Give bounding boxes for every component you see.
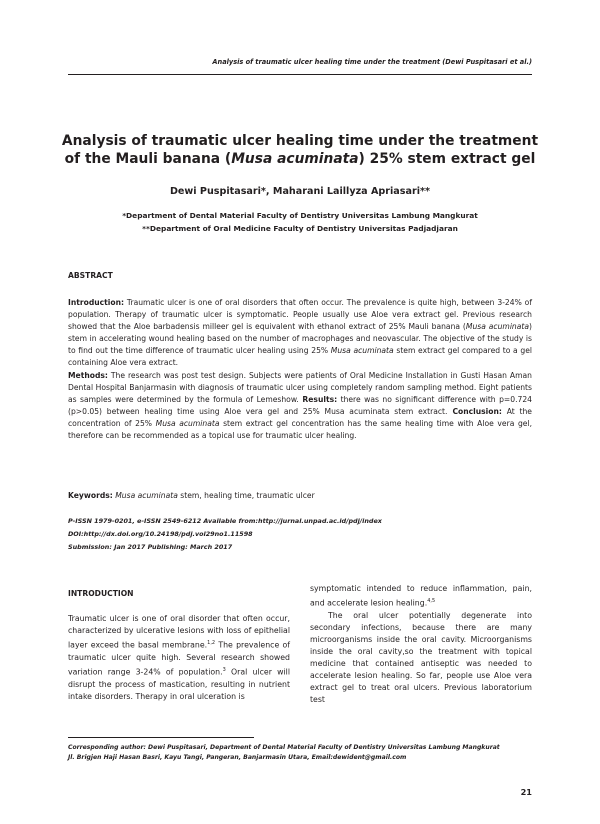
article-title — [60, 132, 540, 168]
abstract-intro-1: Traumatic ulcer is one of oral disorders that often occur. The prevalence is quite high, between 3-24% of population. Therapy of traumatic ulcer is symptomatic. People usually use Aloe vera extract gel. Previous research showed that the Aloe barbadensis milleer gel is equivalent with ethanol extract of 25% Mauli banana ( — [68, 298, 532, 332]
intro-left-column — [68, 613, 290, 703]
title-line-2-suffix: ) 25% stem extract gel — [358, 151, 536, 167]
citation-4-5: 4,5 — [427, 598, 436, 605]
keywords-label: Keywords: — [68, 491, 113, 500]
intro-left-2: The prevalence of traumatic ulcer quite high. Several research showed variation range 3-24% of population. — [68, 640, 290, 677]
citation-1-2: 1,2 — [207, 640, 216, 647]
corresponding-author-footnote — [68, 743, 532, 763]
abstract-heading: ABSTRACT — [68, 271, 113, 280]
footnote-line-2: Jl. Brigjen Haji Hasan Basri, Kayu Tangi, Pangeran, Banjarmasin Utara, Email:dewident@gmail.com — [68, 754, 407, 761]
abstract-body — [68, 297, 532, 442]
intro-left-3: Oral ulcer will disrupt the process of mastication, resulting in nutrient intake disorders. Therapy in oral ulceration is — [68, 667, 291, 701]
running-header: Analysis of traumatic ulcer healing time under the treatment (Dewi Puspitasari et al.) — [212, 58, 532, 66]
authors: Dewi Puspitasari*, Maharani Laillyza Apriasari** — [169, 186, 431, 197]
intro-right-1: symptomatic intended to reduce inflammation, pain, and accelerate lesion healing. — [310, 584, 532, 608]
title-line-2-prefix: of the Mauli banana ( — [64, 151, 232, 167]
intro-label: Introduction: — [68, 298, 125, 307]
abstract-species-1: Musa acuminata — [465, 322, 530, 332]
page-number: 21 — [520, 787, 532, 797]
footnote-rule — [68, 737, 254, 738]
doi-line: DOI:http://dx.doi.org/10.24198/pdj.vol29no1.11598 — [68, 530, 253, 538]
header-rule — [68, 74, 532, 75]
citation-3: 3 — [222, 666, 226, 673]
abstract-intro-2: ) stem in accelerating wound healing based on the number of macrophages and neovascular. The objective of the study is to find out the time difference of traumatic ulcer healing using 25% — [68, 322, 532, 356]
results-label: Results: — [298, 394, 338, 404]
methods-label: Methods: — [68, 370, 108, 380]
introduction-heading: INTRODUCTION — [68, 589, 134, 598]
title-line-1: Analysis of traumatic ulcer healing time under the treatment — [61, 133, 539, 149]
conclusion-label: Conclusion: — [447, 406, 502, 416]
keywords — [68, 491, 315, 500]
submission-line: Submission: Jan 2017 Publishing: March 2017 — [68, 543, 233, 551]
abstract-results: there was no significant difference with p=0.724 (p>0.05) between healing time using Aloe vera gel and 25% Musa acuminata stem extract. — [68, 394, 532, 416]
affiliation-1: *Department of Dental Material Faculty of Dentistry Universitas Lambung Mangkurat — [122, 211, 478, 220]
abstract-intro-3: stem extract gel compared to a gel containing Aloe vera extract. — [68, 346, 532, 368]
keywords-rest: stem, healing time, traumatic ulcer — [177, 491, 315, 500]
affiliation-2: **Department of Oral Medicine Faculty of Dentistry Universitas Padjadjaran — [142, 224, 458, 233]
title-species: Musa acuminata — [231, 151, 359, 167]
title-line-2 — [60, 150, 540, 168]
intro-right-2: The oral ulcer potentially degenerate into secondary infections, because there are many microorganisms inside the oral cavity. Microorganisms inside the oral cavity,so the treatment with topical medicine that contained antiseptic was needed to accelerate lesion healing. So far, people use Aloe vera extract gel to treat oral ulcers. Previous laboratorium test — [310, 610, 532, 705]
intro-right-column — [310, 583, 532, 707]
keywords-species: Musa acuminata — [115, 491, 178, 500]
abstract-species-2: Musa acuminata — [330, 346, 394, 356]
issn-line: P-ISSN 1979-0201, e-ISSN 2549-6212 Available from:http://jurnal.unpad.ac.id/pdj/index — [68, 517, 382, 525]
abstract-species-3: Musa acuminata — [155, 418, 220, 428]
intro-left-1: Traumatic ulcer is one of oral disorder that often occur, characterized by ulcerative lesions with loss of epithelial layer exceed the basal membrane. — [68, 614, 290, 650]
footnote-line-1: Corresponding author: Dewi Puspitasari, Department of Dental Material Faculty of Dentistry Universitas Lambung Mangkurat — [68, 744, 500, 751]
abstract-conclusion-1: At the concentration of 25% — [68, 406, 532, 428]
abstract-conclusion-2: stem extract gel concentration has the same healing time with Aloe vera gel, therefore can be recommended as a topical use for traumatic ulcer healing. — [68, 418, 532, 441]
abstract-methods: The research was post test design. Subjects were patients of Oral Medicine Installation in Gusti Hasan Aman Dental Hospital Banjarmasin with diagnosis of traumatic ulcer using completely random sampling method. Eight patients as samples were determined by the formula of Lemeshow. — [68, 370, 532, 404]
